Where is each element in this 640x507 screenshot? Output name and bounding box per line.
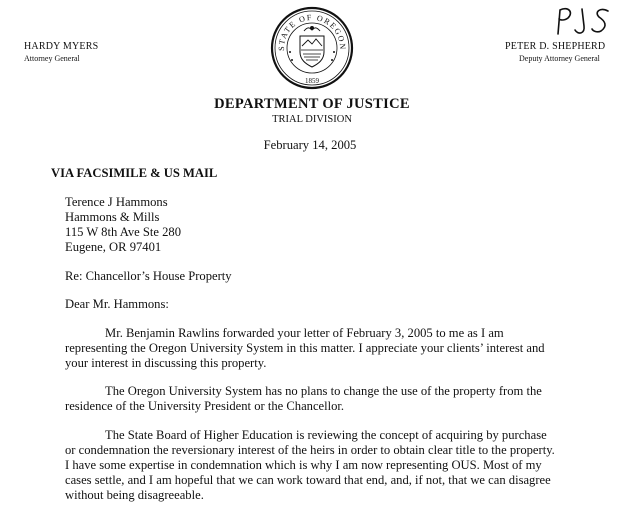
recipient-city: Eugene, OR 97401: [65, 240, 162, 254]
paragraph-3-line-3: I have some expertise in condemnation which is why I am now representing OUS. Most of my: [65, 458, 542, 472]
paragraph-2-line-2: residence of the University President or the Chancellor.: [65, 399, 345, 413]
handwritten-initials: [552, 4, 614, 38]
re-line: Re: Chancellor’s House Property: [65, 269, 232, 283]
division-title: TRIAL DIVISION: [272, 114, 352, 125]
deputy-title: Deputy Attorney General: [519, 54, 600, 63]
delivery-method: VIA FACSIMILE & US MAIL: [51, 166, 218, 180]
paragraph-3-line-5: without being disagreeable.: [65, 488, 204, 502]
attorney-general-name: HARDY MYERS: [24, 41, 99, 52]
paragraph-1-line-2: representing the Oregon University System in this matter. I appreciate your clients’ interest and: [65, 341, 545, 355]
seal-year: 1859: [305, 77, 319, 85]
recipient-street: 115 W 8th Ave Ste 280: [65, 225, 182, 239]
paragraph-3-line-1: The State Board of Higher Education is reviewing the concept of acquiring by purchase: [105, 428, 547, 442]
paragraph-3-line-2: or condemnation the reversionary interest of the heirs in order to obtain clear title to the property.: [65, 443, 555, 457]
state-seal-icon: [270, 6, 354, 90]
recipient-firm: Hammons & Mills: [65, 210, 160, 224]
attorney-general-title: Attorney General: [24, 54, 80, 63]
seal-top-text: STATE OF OREGON: [276, 12, 348, 51]
deputy-name: PETER D. SHEPHERD: [505, 41, 606, 52]
recipient-name: Terence J Hammons: [65, 195, 168, 209]
salutation: Dear Mr. Hammons:: [65, 297, 169, 311]
paragraph-1-line-1: Mr. Benjamin Rawlins forwarded your letter of February 3, 2005 to me as I am: [105, 326, 504, 340]
paragraph-1-line-3: your interest in discussing this property.: [65, 356, 267, 370]
paragraph-3-line-4: cases settle, and I am hopeful that we can work toward that end, and, if not, that we can disagree: [65, 473, 551, 487]
department-title: DEPARTMENT OF JUSTICE: [214, 96, 410, 112]
paragraph-2-line-1: The Oregon University System has no plans to change the use of the property from the: [105, 384, 542, 398]
letter-date: February 14, 2005: [263, 138, 357, 152]
